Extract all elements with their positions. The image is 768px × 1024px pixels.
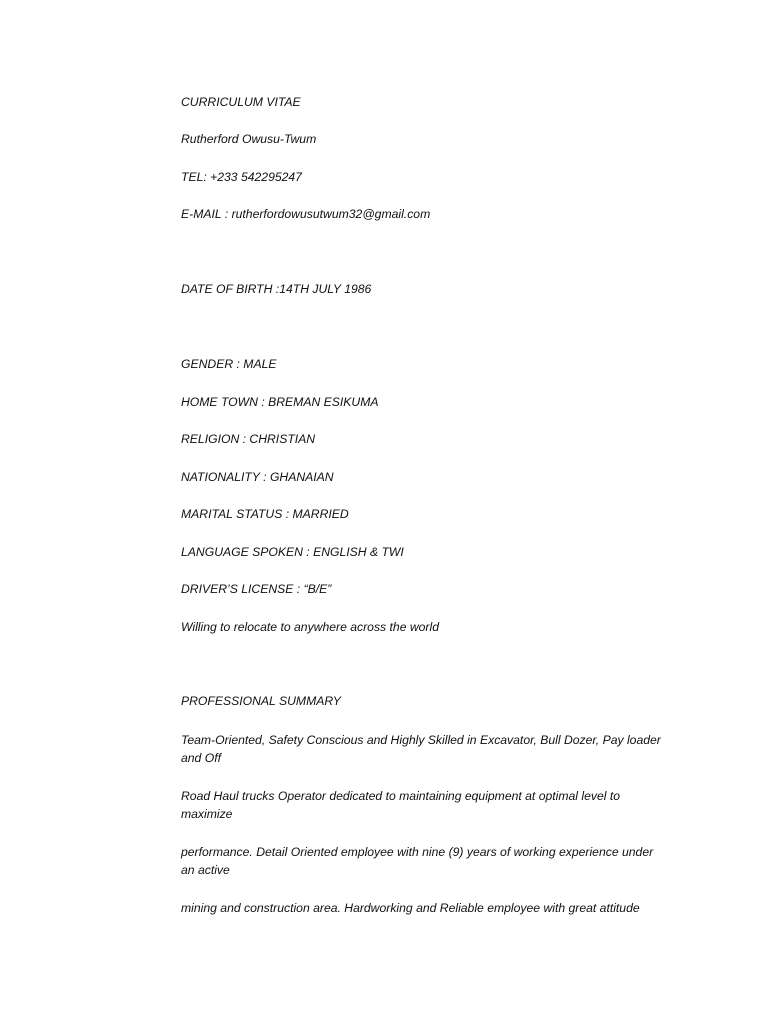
religion: RELIGION : CHRISTIAN	[181, 432, 316, 446]
section-heading-professional-summary: PROFESSIONAL SUMMARY	[181, 694, 341, 708]
languages-spoken: LANGUAGE SPOKEN : ENGLISH & TWI	[181, 545, 404, 559]
drivers-license: DRIVER’S LICENSE : “B/E”	[181, 582, 332, 596]
summary-paragraph: Team-Oriented, Safety Conscious and Highly Skilled in Excavator, Bull Dozer, Pay loader and Off	[181, 733, 661, 765]
gender: GENDER : MALE	[181, 357, 277, 371]
applicant-name: Rutherford Owusu-Twum	[181, 132, 317, 146]
email: E-MAIL : rutherfordowusutwum32@gmail.com	[181, 207, 431, 221]
marital-status: MARITAL STATUS : MARRIED	[181, 507, 349, 521]
nationality: NATIONALITY : GHANAIAN	[181, 470, 334, 484]
relocation-statement: Willing to relocate to anywhere across the world	[181, 620, 439, 634]
document-title: CURRICULUM VITAE	[181, 95, 301, 109]
home-town: HOME TOWN : BREMAN ESIKUMA	[181, 395, 379, 409]
telephone: TEL: +233 542295247	[181, 170, 302, 184]
summary-paragraph: Road Haul trucks Operator dedicated to maintaining equipment at optimal level to maximize	[181, 789, 620, 821]
summary-paragraph: mining and construction area. Hardworking and Reliable employee with great attitude	[181, 901, 640, 915]
summary-paragraph: performance. Detail Oriented employee with nine (9) years of working experience under an active	[181, 845, 654, 877]
date-of-birth: DATE OF BIRTH :14TH JULY 1986	[181, 282, 372, 296]
